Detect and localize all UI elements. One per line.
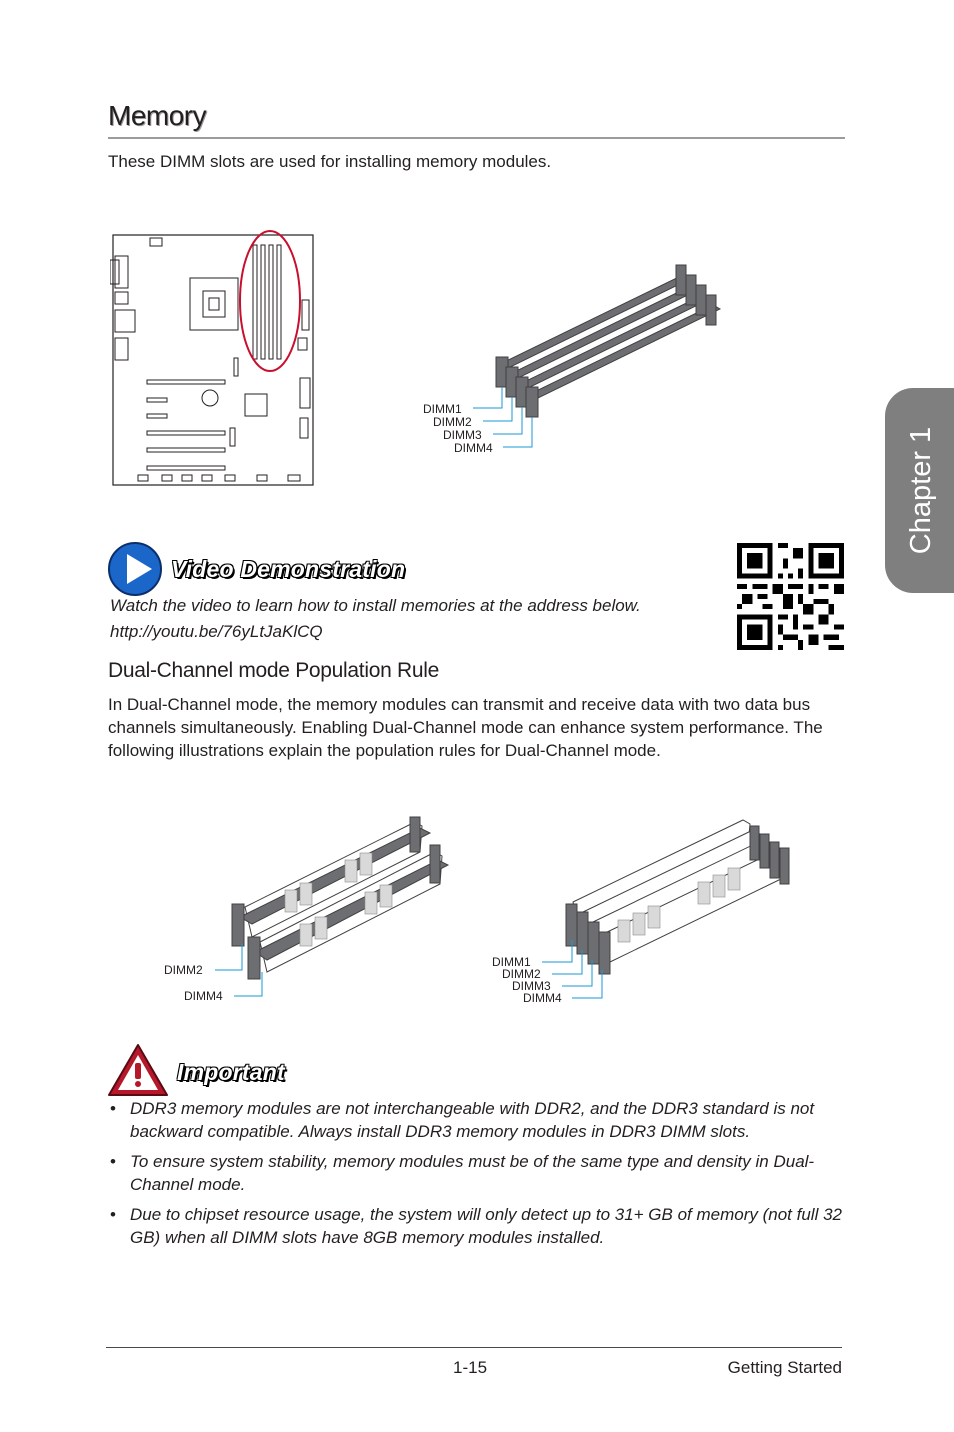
bullet-marker: • [110, 1205, 116, 1224]
chapter-tab-label: Chapter 1 [905, 426, 937, 555]
dual-channel-heading: Dual-Channel mode Population Rule [108, 659, 439, 682]
two-module-dimm4-label: DIMM4 [184, 989, 223, 1003]
title-divider [108, 137, 845, 139]
two-module-dimm2-label: DIMM2 [164, 963, 203, 977]
motherboard-layout-diagram [110, 228, 318, 490]
video-demonstration-title: Video Demonstration [171, 556, 406, 582]
footer-section-name: Getting Started [727, 1358, 842, 1377]
important-item-text: DDR3 memory modules are not interchangeable with DDR2, and the DDR3 standard is not backward compatible. Always install DDR3 memory modules in DDR3 DIMM slots. [130, 1099, 815, 1141]
video-instructions: Watch the video to learn how to install memories at the address below. [110, 596, 641, 615]
qr-code[interactable] [737, 543, 844, 650]
bullet-marker: • [110, 1099, 116, 1118]
video-url-link[interactable]: http://youtu.be/76yLtJaKlCQ [110, 622, 323, 641]
dimm4-label: DIMM4 [454, 441, 493, 455]
two-module-population-diagram [160, 812, 460, 1007]
dimm3-label: DIMM3 [443, 428, 482, 442]
section-intro: These DIMM slots are used for installing memory modules. [108, 152, 552, 171]
dimm-slots-diagram [418, 255, 728, 460]
page-number: 1-15 [453, 1358, 488, 1377]
important-list [108, 1097, 853, 1256]
play-icon[interactable] [107, 541, 163, 597]
chapter-tab [885, 388, 954, 593]
section-title: Memory [108, 100, 207, 131]
list-item [108, 1097, 853, 1143]
warning-icon [107, 1043, 169, 1097]
four-module-dimm1-label: DIMM1 [492, 955, 531, 969]
footer-divider [106, 1347, 842, 1348]
important-item-text: Due to chipset resource usage, the system will only detect up to 31+ GB of memory (not full 32 GB) when all DIMM slots have 8GB memory modules installed. [130, 1205, 842, 1247]
dimm1-label: DIMM1 [423, 402, 462, 416]
four-module-dimm4-label: DIMM4 [523, 991, 562, 1005]
four-module-dimm2-label: DIMM2 [502, 967, 541, 981]
important-title: Important [177, 1059, 285, 1085]
list-item [108, 1150, 853, 1196]
bullet-marker: • [110, 1152, 116, 1171]
dual-channel-paragraph: In Dual-Channel mode, the memory modules can transmit and receive data with two data bus channels simultaneously. Enabling Dual-Channel mode can enhance system performance. The following illustrations explain the population rules for Dual-Channel mode. [108, 695, 823, 760]
dimm2-label: DIMM2 [433, 415, 472, 429]
four-module-dimm3-label: DIMM3 [512, 979, 551, 993]
important-item-text: To ensure system stability, memory modules must be of the same type and density in Dual-Channel mode. [130, 1152, 815, 1194]
four-module-population-diagram [488, 812, 800, 1008]
list-item [108, 1203, 853, 1249]
